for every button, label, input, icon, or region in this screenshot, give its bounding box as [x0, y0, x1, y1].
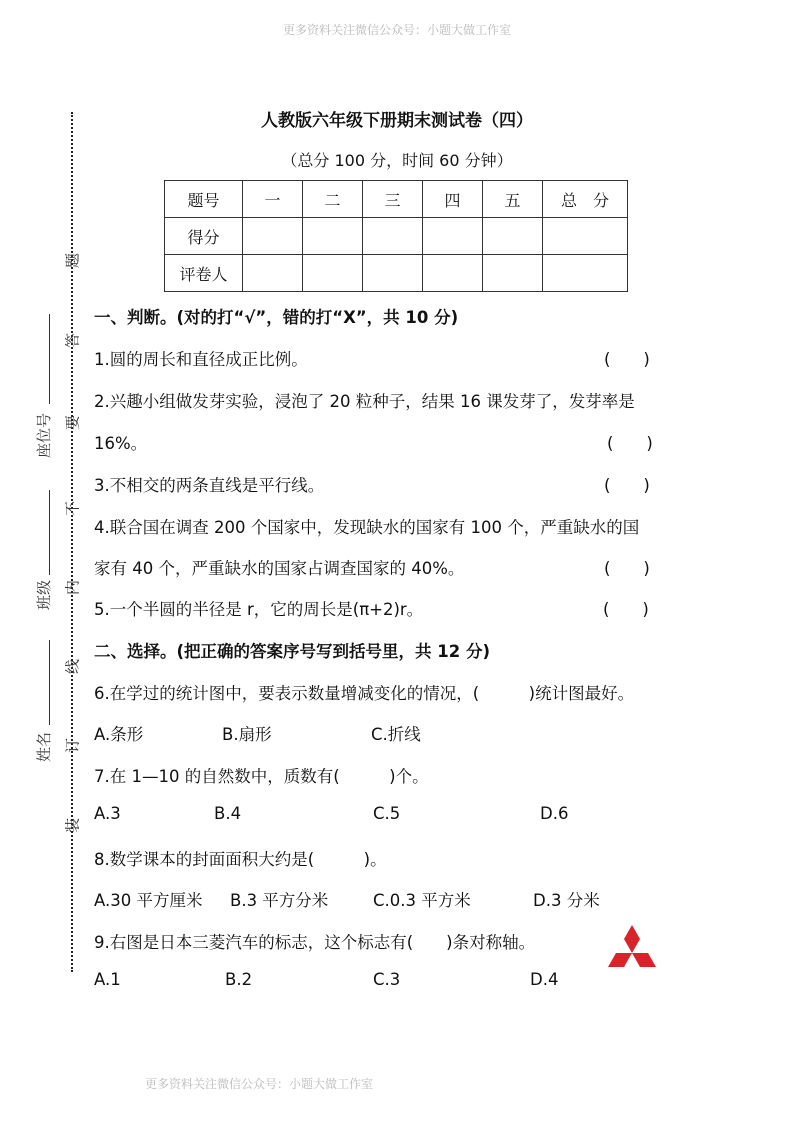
score-cell[interactable] — [303, 218, 363, 255]
answer-blank-5[interactable]: ( ) — [603, 600, 649, 619]
grader-cell[interactable] — [303, 255, 363, 292]
table-header-cell: 题号 — [165, 181, 243, 218]
option-9d[interactable]: D.4 — [530, 970, 559, 989]
binding-char: 线 — [63, 659, 82, 675]
option-7c[interactable]: C.5 — [373, 804, 401, 823]
row-label-grader: 评卷人 — [165, 255, 243, 292]
question-3: 3.不相交的两条直线是平行线。 — [94, 476, 325, 495]
table-header-cell: 二 — [303, 181, 363, 218]
grader-cell[interactable] — [543, 255, 628, 292]
mitsubishi-logo-icon — [602, 925, 662, 977]
grader-cell[interactable] — [243, 255, 303, 292]
score-cell[interactable] — [363, 218, 423, 255]
page-subtitle: （总分 100 分，时间 60 分钟） — [281, 151, 513, 170]
option-8a[interactable]: A.30 平方厘米 — [94, 891, 203, 910]
option-9b[interactable]: B.2 — [225, 970, 253, 989]
watermark-top: 更多资料关注微信公众号：小题大做工作室 — [282, 23, 511, 37]
question-2: 2.兴趣小组做发芽实验，浸泡了 20 粒种子，结果 16 课发芽了，发芽率是 — [94, 392, 635, 411]
option-7a[interactable]: A.3 — [94, 804, 121, 823]
option-6a[interactable]: A.条形 — [94, 725, 144, 744]
seat-number-blank — [49, 314, 50, 404]
section-1-heading: 一、判断。(对的打“√”，错的打“X”，共 10 分) — [94, 308, 459, 327]
table-header-cell: 四 — [423, 181, 483, 218]
answer-blank-4[interactable]: ( ) — [604, 559, 650, 578]
table-row — [165, 255, 628, 292]
option-6c[interactable]: C.折线 — [371, 725, 421, 744]
option-7d[interactable]: D.6 — [540, 804, 569, 823]
page-title: 人教版六年级下册期末测试卷（四） — [261, 111, 533, 131]
row-label-score: 得分 — [165, 218, 243, 255]
name-label: 姓名 — [35, 731, 53, 762]
option-9a[interactable]: A.1 — [94, 970, 121, 989]
option-6b[interactable]: B.扇形 — [222, 725, 272, 744]
binding-dotted-line — [71, 112, 73, 972]
name-blank — [49, 640, 50, 725]
question-9: 9.右图是日本三菱汽车的标志，这个标志有( )条对称轴。 — [94, 933, 536, 952]
seat-number-label: 座位号 — [35, 412, 53, 458]
score-cell[interactable] — [543, 218, 628, 255]
table-header-cell: 五 — [483, 181, 543, 218]
binding-char: 答 — [63, 333, 82, 349]
option-8d[interactable]: D.3 分米 — [533, 891, 600, 910]
question-1: 1.圆的周长和直径成正比例。 — [94, 350, 308, 369]
table-header-cell: 一 — [243, 181, 303, 218]
answer-blank-2[interactable]: ( ) — [607, 434, 653, 453]
grader-cell[interactable] — [423, 255, 483, 292]
score-cell[interactable] — [423, 218, 483, 255]
score-table — [164, 180, 628, 292]
grader-cell[interactable] — [363, 255, 423, 292]
binding-char: 装 — [63, 818, 82, 834]
question-8: 8.数学课本的封面面积大约是( )。 — [94, 850, 387, 869]
grader-cell[interactable] — [483, 255, 543, 292]
class-label: 班级 — [35, 579, 53, 610]
table-row — [165, 181, 628, 218]
watermark-bottom: 更多资料关注微信公众号：小题大做工作室 — [145, 1077, 374, 1091]
score-cell[interactable] — [243, 218, 303, 255]
question-6: 6.在学过的统计图中，要表示数量增减变化的情况，( )统计图最好。 — [94, 684, 635, 703]
binding-char: 题 — [63, 253, 82, 269]
table-header-cell: 总 分 — [543, 181, 628, 218]
question-2-cont: 16%。 — [94, 434, 148, 453]
question-5: 5.一个半圆的半径是 r，它的周长是(π+2)r。 — [94, 600, 424, 619]
table-header-cell: 三 — [363, 181, 423, 218]
score-cell[interactable] — [483, 218, 543, 255]
section-2-heading: 二、选择。(把正确的答案序号写到括号里，共 12 分) — [94, 642, 491, 661]
option-8c[interactable]: C.0.3 平方米 — [373, 891, 471, 910]
answer-blank-1[interactable]: ( ) — [604, 350, 650, 369]
question-4: 4.联合国在调查 200 个国家中，发现缺水的国家有 100 个，严重缺水的国 — [94, 518, 640, 537]
binding-char: 订 — [63, 738, 82, 754]
option-8b[interactable]: B.3 平方分米 — [230, 891, 329, 910]
question-4-cont: 家有 40 个，严重缺水的国家占调查国家的 40%。 — [94, 559, 465, 578]
binding-char: 不 — [63, 501, 82, 517]
option-7b[interactable]: B.4 — [214, 804, 242, 823]
answer-blank-3[interactable]: ( ) — [604, 476, 650, 495]
class-blank — [49, 490, 50, 575]
binding-char: 要 — [63, 415, 82, 431]
option-9c[interactable]: C.3 — [373, 970, 401, 989]
question-7: 7.在 1—10 的自然数中，质数有( )个。 — [94, 767, 429, 786]
binding-char: 内 — [63, 580, 82, 596]
table-row — [165, 218, 628, 255]
